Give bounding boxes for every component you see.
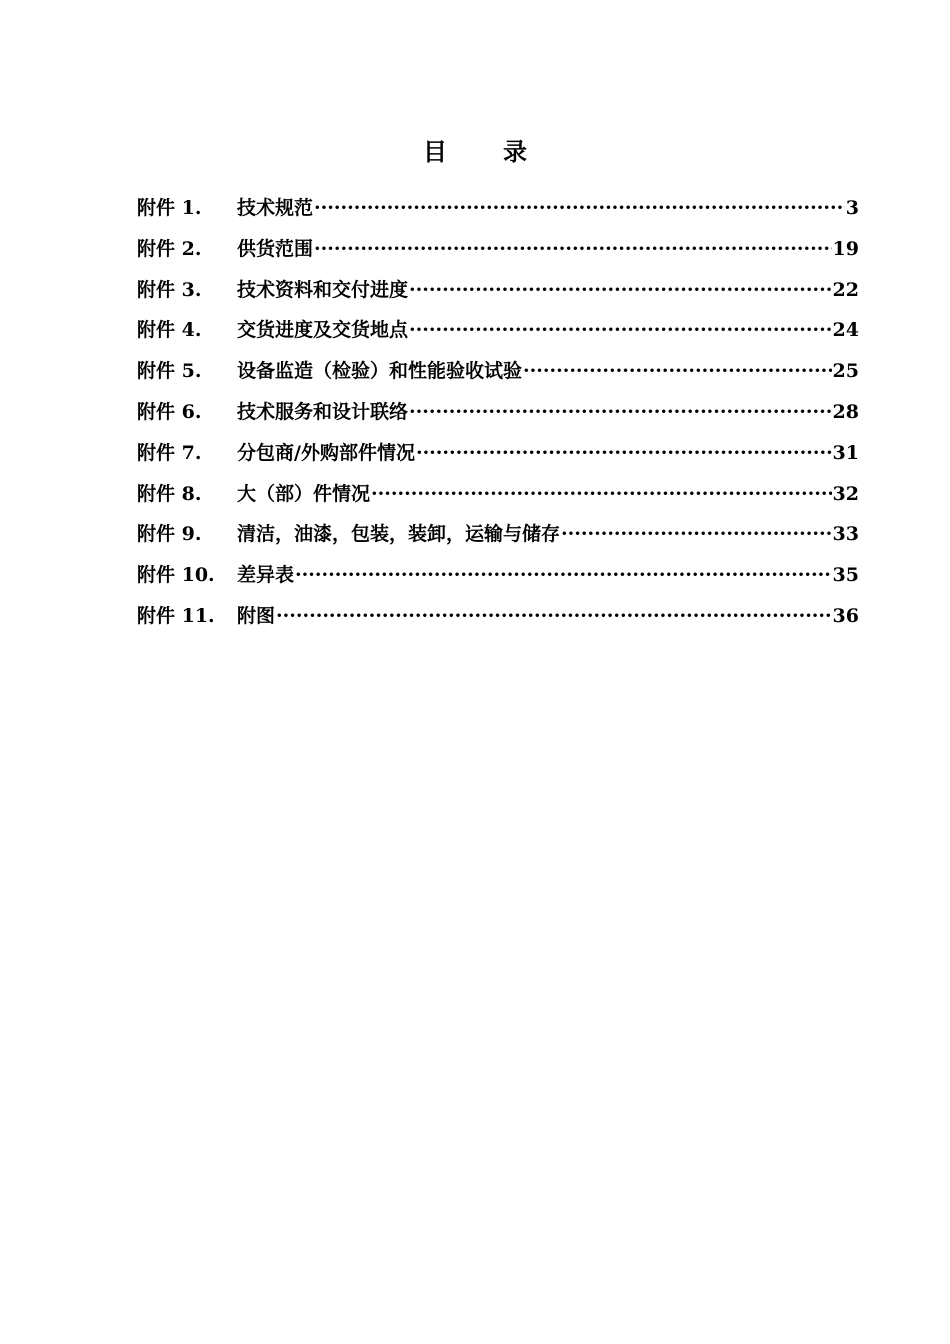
toc-entry[interactable] — [137, 601, 859, 642]
toc-entry-text: 供货范围 — [237, 237, 314, 260]
toc-leader-dots — [561, 523, 832, 542]
toc-entry[interactable] — [137, 275, 859, 316]
toc-entry-page: 3 — [845, 197, 859, 219]
toc-entry-label: 附件 11. — [137, 604, 215, 627]
toc-entry-label: 附件 4. — [137, 319, 202, 342]
toc-entry-page: 24 — [832, 319, 859, 342]
toc-entry-text: 交货进度及交货地点 — [237, 319, 409, 342]
toc-leader-dots — [276, 605, 832, 624]
toc-entry-label: 附件 8. — [137, 482, 202, 505]
toc-entry-page: 19 — [832, 237, 859, 260]
toc-entry-page: 35 — [832, 564, 859, 587]
toc-entry-label: 附件 10. — [137, 564, 215, 587]
toc-leader-dots — [409, 279, 832, 298]
toc-leader-dots — [416, 442, 832, 461]
toc-entry-text: 技术服务和设计联络 — [237, 400, 409, 423]
toc-entry-text: 技术资料和交付进度 — [237, 278, 409, 301]
toc-entry[interactable] — [137, 356, 859, 397]
toc-entry-text: 技术规范 — [237, 197, 314, 219]
toc-list — [137, 193, 859, 642]
toc-entry-page: 36 — [832, 604, 859, 627]
toc-entry-label: 附件 3. — [137, 278, 202, 301]
toc-entry-text: 附图 — [237, 604, 276, 627]
toc-entry-label: 附件 7. — [137, 441, 202, 464]
toc-entry-text: 设备监造（检验）和性能验收试验 — [237, 360, 523, 383]
toc-entry[interactable] — [137, 234, 859, 275]
toc-entry-text: 差异表 — [237, 564, 295, 587]
toc-entry[interactable] — [137, 193, 859, 234]
toc-leader-dots — [371, 483, 832, 502]
toc-leader-dots — [314, 238, 832, 257]
toc-leader-dots — [409, 319, 832, 338]
toc-entry[interactable] — [137, 315, 859, 356]
toc-entry[interactable] — [137, 519, 859, 560]
toc-entry[interactable] — [137, 397, 859, 438]
toc-entry-text: 清洁，油漆，包装，装卸，运输与储存 — [237, 523, 561, 546]
toc-entry-text: 大（部）件情况 — [237, 482, 371, 505]
toc-entry[interactable] — [137, 560, 859, 601]
toc-leader-dots — [409, 401, 832, 420]
toc-entry-page: 22 — [832, 278, 859, 301]
toc-entry-page: 25 — [832, 360, 859, 383]
toc-entry-page: 31 — [832, 441, 859, 464]
toc-leader-dots — [523, 360, 832, 379]
toc-entry-page: 32 — [832, 482, 859, 505]
toc-entry-label: 附件 1. — [137, 197, 202, 219]
toc-entry-label: 附件 6. — [137, 400, 202, 423]
toc-leader-dots — [314, 197, 845, 216]
toc-entry-page: 28 — [832, 400, 859, 423]
toc-entry[interactable] — [137, 438, 859, 479]
toc-entry-label: 附件 2. — [137, 237, 202, 260]
toc-entry-label: 附件 9. — [137, 523, 202, 546]
toc-title: 目录 — [423, 137, 583, 166]
toc-entry-page: 33 — [832, 523, 859, 546]
toc-leader-dots — [295, 564, 832, 583]
toc-entry-text: 分包商/外购部件情况 — [237, 441, 415, 464]
toc-entry[interactable] — [137, 479, 859, 520]
toc-entry-label: 附件 5. — [137, 360, 202, 383]
